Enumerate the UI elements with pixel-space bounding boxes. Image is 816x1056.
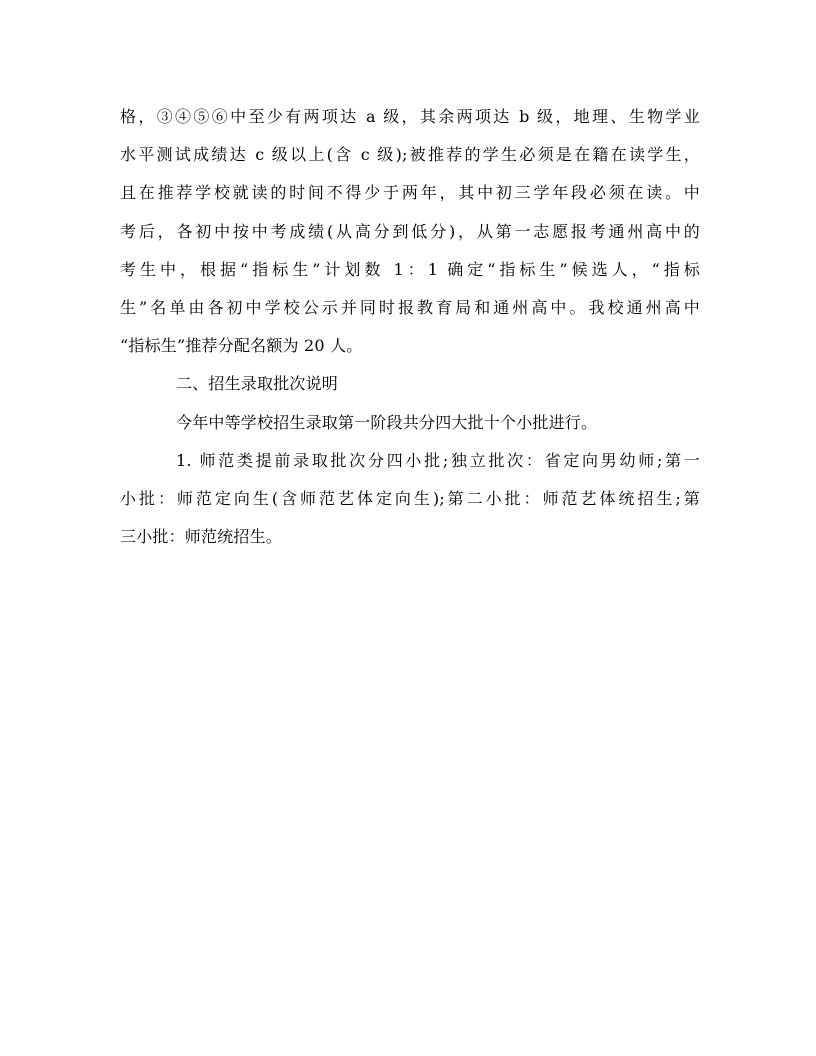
text-line: 水平测试成绩达 c 级以上(含 c 级);被推荐的学生必须是在籍在读学生， — [120, 145, 700, 165]
text-line: 1. 师范类提前录取批次分四小批;独立批次：省定向男幼师;第一 — [176, 450, 700, 470]
text-line: 今年中等学校招生录取第一阶段共分四大批十个小批进行。 — [176, 412, 598, 432]
text-line: 生”名单由各初中学校公示并同时报教育局和通州高中。我校通州高中 — [120, 297, 700, 317]
text-line: “指标生”推荐分配名额为 20 人。 — [120, 336, 363, 356]
document-body — [120, 101, 700, 559]
text-line: 考后，各初中按中考成绩(从高分到低分)，从第一志愿报考通州高中的 — [120, 221, 700, 241]
text-line: 考生中，根据“指标生”计划数 1：1 确定“指标生”候选人，“指标 — [120, 259, 700, 279]
text-line: 且在推荐学校就读的时间不得少于两年，其中初三学年段必须在读。中 — [120, 183, 700, 203]
section-heading: 二、招生录取批次说明 — [176, 374, 339, 394]
text-line: 三小批：师范统招生。 — [120, 527, 283, 547]
text-line: 格，③④⑤⑥中至少有两项达 a 级，其余两项达 b 级，地理、生物学业 — [120, 107, 700, 126]
text-line: 小批：师范定向生(含师范艺体定向生);第二小批：师范艺体统招生;第 — [120, 488, 700, 508]
